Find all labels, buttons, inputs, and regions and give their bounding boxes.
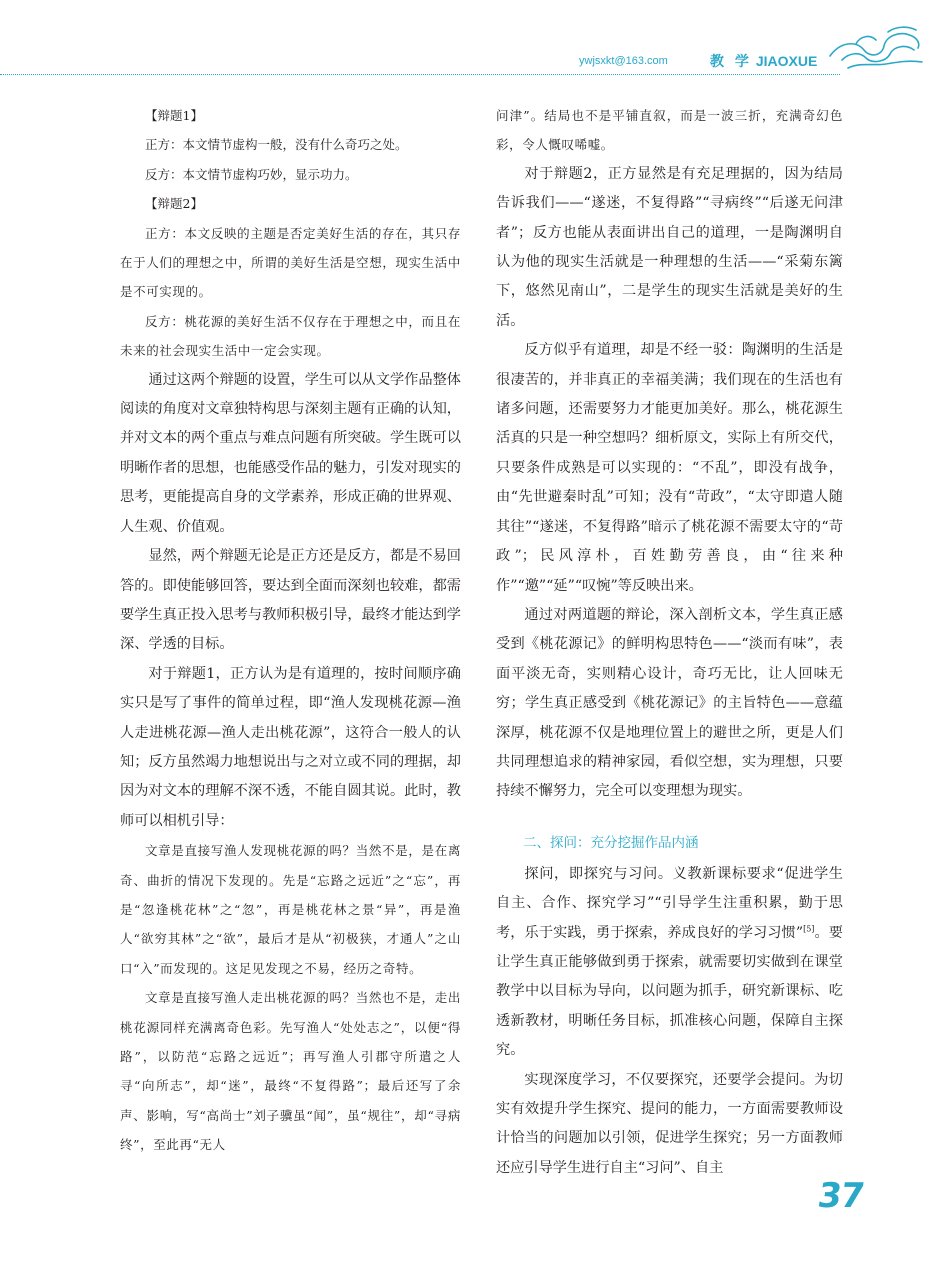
body-paragraph: 显然，两个辩题无论是正方还是反方，都是不易回答的。即使能够回答，要达到全面而深刻也较难，都需要学生真正投入思考与教师积极引导，最终才能达到学深、学透的目标。 bbox=[120, 548, 461, 653]
debate-topic-2-pro: 正方：本文反映的主题是否定美好生活的存在，其只存在于人们的理想之中，所谓的美好生活是空想，现实生活中是不可实现的。 bbox=[120, 225, 461, 300]
header-title-zh: 教 学 bbox=[710, 54, 752, 70]
section-heading: 二、探问：充分挖掘作品内涵 bbox=[523, 834, 699, 851]
page-number: 37 bbox=[815, 1176, 867, 1216]
body-paragraph: 反方似乎有道理，却是不经一驳：陶渊明的生活是很凄苦的，并非真正的幸福美满；我们现在的生活也有诸多问题，还需要努力才能更加美好。那么，桃花源生活真的只是一种空想吗？细析原文，实际上有所交代，只要条件成熟是可以实现的：“不乱”，即没有战争，由“先世避秦时乱”可知；没有“苛政”，“太守即遣人随其往”“遂迷，不复得路”暗示了桃花源不需要太守的“苛政”；民风淳朴，百姓勤劳善良，由“往来种作”“邀”“延”“叹惋”等反映出来。 bbox=[496, 342, 843, 594]
wave-ornament-icon bbox=[826, 22, 926, 74]
header-email: ywjsxkt@163.com bbox=[579, 55, 668, 67]
guidance-quote-continued: 问津”。结局也不是平铺直叙，而是一波三折，充满奇幻色彩，令人慨叹唏嘘。 bbox=[496, 108, 843, 153]
header-column-title bbox=[710, 51, 817, 71]
body-paragraph: 实现深度学习，不仅要探究，还要学会提问。为切实有效提升学生探究、提问的能力，一方面需要教师设计恰当的问题加以引领，促进学生探究；另一方面教师还应引导学生进行自主“习问”、自主 bbox=[496, 1071, 843, 1176]
debate-topic-1-pro: 正方：本文情节虚构一般，没有什么奇巧之处。 bbox=[145, 137, 408, 153]
body-paragraph: 通过对两道题的辩论，深入剖析文本，学生真正感受到《桃花源记》的鲜明构思特色——“淡而有味”，表面平淡无奇，实则精心设计，奇巧无比，让人回味无穷；学生真正感受到《桃花源记》的主旨特色——意蕴深厚，桃花源不仅是地理位置上的避世之所，更是人们共同理想追求的精神家园，看似空想，实为理想，只要持续不懈努力，完全可以变理想为现实。 bbox=[496, 606, 843, 800]
left-column bbox=[120, 101, 461, 1160]
debate-topic-1-con: 反方：本文情节虚构巧妙，显示功力。 bbox=[145, 166, 358, 182]
paragraph-text: 探问，即探究与习问。义教新课标要求“促进学生自主、合作、探究学习”“引导学生注重积累，勤于思考，乐于实践，勇于探索，养成良好的学习习惯” bbox=[496, 865, 843, 941]
debate-topic-2-label: 【辩题2】 bbox=[145, 196, 203, 212]
paragraph-text: 。要让学生真正能够做到勇于探索，就需要切实做到在课堂教学中以目标为导向，以问题为抓手，研究新课标、吃透新教材，明晰任务目标，抓准核心问题，保障自主探究。 bbox=[496, 924, 843, 1059]
header-divider bbox=[0, 74, 840, 75]
guidance-quote: 文章是直接写渔人发现桃花源的吗？当然不是，是在离奇、曲折的情况下发现的。先是“忘路之远近”之“忘”，再是“忽逢桃花林”之“忽”，再是桃花林之景“异”，再是渔人“欲穷其林”之“欲”，最后才是从“初极狭，才通人”之山口“入”而发现的。这足见发现之不易，经历之奇特。 bbox=[120, 843, 461, 976]
debate-topic-2-con: 反方：桃花源的美好生活不仅存在于理想之中，而且在未来的社会现实生活中一定会实现。 bbox=[120, 313, 461, 359]
header-title-en: JIAOXUE bbox=[755, 53, 818, 69]
right-column bbox=[496, 101, 843, 1183]
body-paragraph: 对于辩题2，正方显然是有充足理据的，因为结局告诉我们——“遂迷，不复得路”“寻病终”“后遂无问津者”；反方也能从表面讲出自己的道理，一是陶渊明自认为他的现实生活就是一种理想的生活——“采菊东篱下，悠然见南山”，二是学生的现实生活就是美好的生活。 bbox=[496, 165, 843, 329]
guidance-quote: 文章是直接写渔人走出桃花源的吗？当然也不是，走出桃花源同样充满离奇色彩。先写渔人“处处志之”，以便“得路”，以防范“忘路之远近”；再写渔人引郡守所遣之人寻“向所志”，却“迷”，最终“不复得路”；最后还写了余声、影响，写“高尚士”刘子骥虽“闻”，虽“规往”，却“寻病终”，至此再“无人 bbox=[120, 990, 461, 1153]
citation-marker: [5] bbox=[803, 923, 815, 933]
body-paragraph: 通过这两个辩题的设置，学生可以从文学作品整体阅读的角度对文章独特构思与深刻主题有正确的认知，并对文本的两个重点与难点问题有所突破。学生既可以明晰作者的思想，也能感受作品的魅力，引发对现实的思考，更能提高自身的文学素养，形成正确的世界观、人生观、价值观。 bbox=[120, 371, 461, 535]
debate-topic-1-label: 【辩题1】 bbox=[145, 108, 203, 123]
body-paragraph bbox=[496, 860, 843, 1066]
body-paragraph: 对于辩题1，正方认为是有道理的，按时间顺序确实只是写了事件的简单过程，即“渔人发现桃花源—渔人走进桃花源—渔人走出桃花源”，这符合一般人的认知；反方虽然竭力地想说出与之对立或不同的理据，却因为对文本的理解不深不透，不能自圆其说。此时，教师可以相机引导： bbox=[120, 665, 461, 829]
